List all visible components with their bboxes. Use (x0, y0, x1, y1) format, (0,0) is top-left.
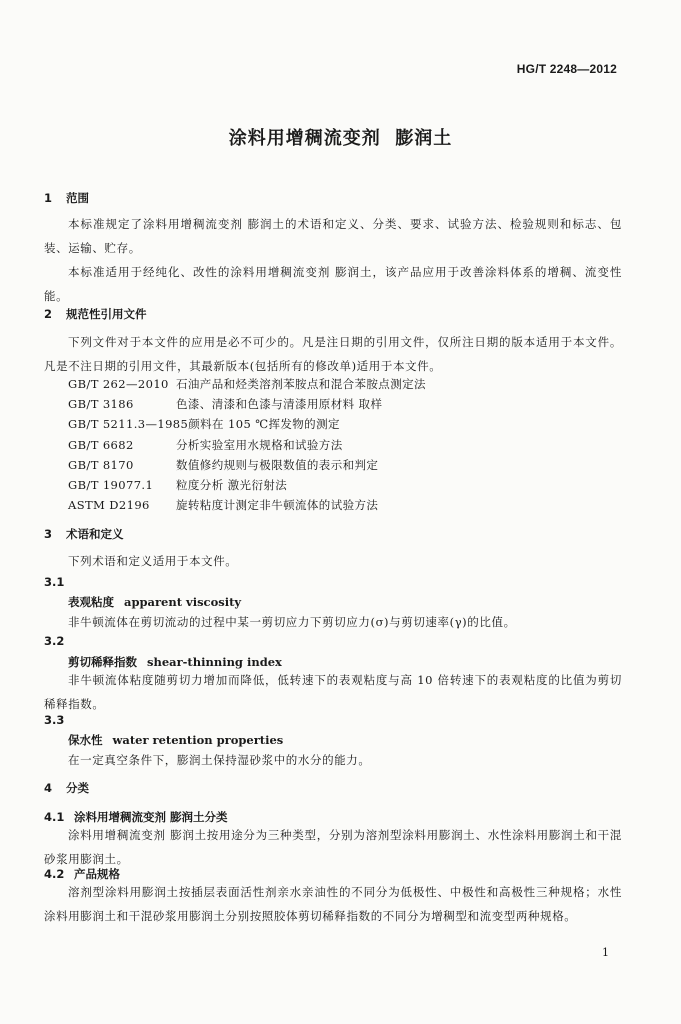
reference-code: GB/T 19077.1 (68, 478, 154, 492)
subsection-number: 4.1 (44, 810, 65, 824)
reference-item (68, 416, 340, 432)
reference-item (68, 457, 378, 473)
reference-code: ASTM D2196 (68, 498, 150, 512)
reference-code: GB/T 262—2010 (68, 377, 169, 391)
section-number: 2 (44, 307, 53, 321)
paragraph: 涂料用增稠流变剂 膨润土按用途分为三种类型，分别为溶剂型涂料用膨润土、水性涂料用膨润土和干混砂浆用膨润土。 (44, 828, 622, 866)
reference-title: 分析实验室用水规格和试验方法 (176, 438, 343, 452)
reference-title: 旋转粘度计测定非牛顿流体的试验方法 (176, 498, 379, 512)
page-number: 1 (602, 946, 609, 959)
section-title: 术语和定义 (66, 527, 124, 541)
section-number: 3 (44, 527, 53, 541)
term-definition: 非牛顿流体在剪切流动的过程中某一剪切应力下剪切应力(σ)与剪切速率(γ)的比值。 (68, 615, 516, 629)
reference-title: 粒度分析 激光衍射法 (176, 478, 288, 492)
term-entry (68, 594, 241, 610)
term-definition: 非牛顿流体粘度随剪切力增加而降低，低转速下的表观粘度与高 10 倍转速下的表观粘度的比值为剪切稀释指数。 (44, 673, 622, 711)
paragraph: 下列文件对于本文件的应用是必不可少的。凡是注日期的引用文件，仅所注日期的版本适用于本文件。凡是不注日期的引用文件，其最新版本(包括所有的修改单)适用于本文件。 (44, 335, 622, 373)
term-zh: 表观粘度 (68, 595, 114, 609)
reference-code: GB/T 8170 (68, 458, 134, 472)
section-title: 范围 (66, 191, 89, 205)
term-zh: 剪切稀释指数 (68, 655, 137, 669)
term-definition: 在一定真空条件下，膨润土保持湿砂浆中的水分的能力。 (68, 753, 371, 767)
term-en: apparent viscosity (124, 595, 242, 609)
reference-title: 颜料在 105 ℃挥发物的测定 (188, 417, 340, 431)
term-zh: 保水性 (68, 733, 103, 747)
reference-item (68, 437, 343, 453)
term-number: 3.3 (44, 713, 65, 727)
subsection-title: 涂料用增稠流变剂 膨润土分类 (74, 810, 228, 824)
reference-code: GB/T 5211.3—1985 (68, 417, 189, 431)
paragraph: 下列术语和定义适用于本文件。 (68, 554, 238, 568)
subsection-title: 产品规格 (74, 867, 120, 881)
reference-code: GB/T 6682 (68, 438, 134, 452)
paragraph: 本标准规定了涂料用增稠流变剂 膨润土的术语和定义、分类、要求、试验方法、检验规则和标志、包装、运输、贮存。 (44, 217, 622, 255)
reference-title: 数值修约规则与极限数值的表示和判定 (176, 458, 379, 472)
section-heading-1 (44, 190, 89, 206)
reference-title: 石油产品和烃类溶剂苯胺点和混合苯胺点测定法 (176, 377, 426, 391)
reference-code: GB/T 3186 (68, 397, 134, 411)
section-heading-4 (44, 780, 89, 796)
paragraph: 本标准适用于经纯化、改性的涂料用增稠流变剂 膨润土，该产品应用于改善涂料体系的增稠、流变性能。 (44, 265, 622, 303)
section-number: 4 (44, 781, 53, 795)
reference-item (68, 497, 378, 513)
reference-item (68, 477, 287, 493)
section-title: 分类 (66, 781, 89, 795)
standard-code: HG/T 2248—2012 (516, 62, 617, 76)
term-number: 3.1 (44, 575, 65, 589)
paragraph: 溶剂型涂料用膨润土按插层表面活性剂亲水亲油性的不同分为低极性、中极性和高极性三种规格；水性涂料用膨润土和干混砂浆用膨润土分别按照胶体剪切稀释指数的不同分为增稠型和流变型两种规格。 (44, 885, 622, 923)
reference-item (68, 396, 382, 412)
reference-title: 色漆、清漆和色漆与清漆用原材料 取样 (176, 397, 383, 411)
term-entry (68, 732, 283, 748)
reference-item (68, 376, 426, 392)
term-en: water retention properties (112, 733, 284, 747)
section-title: 规范性引用文件 (66, 307, 147, 321)
section-heading-3 (44, 526, 124, 542)
document-title: 涂料用增稠流变剂 膨润土 (228, 128, 453, 149)
term-en: shear-thinning index (147, 655, 282, 669)
subsection-number: 4.2 (44, 867, 65, 881)
term-number: 3.2 (44, 634, 65, 648)
section-number: 1 (44, 191, 53, 205)
section-heading-2 (44, 306, 147, 322)
